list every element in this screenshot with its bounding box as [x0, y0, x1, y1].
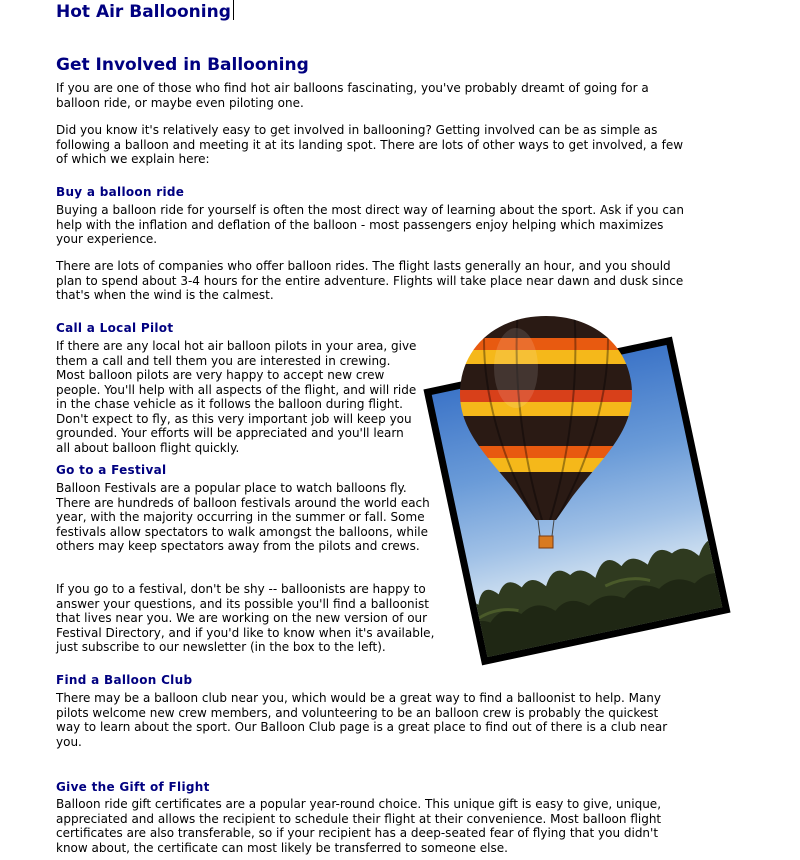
section-heading-gift: Give the Gift of Flight — [56, 780, 210, 794]
buy-ride-paragraph-2: There are lots of companies who offer balloon rides. The flight lasts generally an hour, and you should plan to spend about 3-4 hours for the entire adventure. Flights will take place near dawn and dusk since that's when the wind is the calmest. — [56, 259, 684, 302]
festival-paragraph-1: Balloon Festivals are a popular place to watch balloons fly. There are hundreds of balloon festivals around the world each year, with the majority occurring in the summer or fall. Some festivals allow spectators to walk amongst the balloons, while others may keep spectators away from the pilots and crews. — [56, 481, 430, 553]
section-heading-local-pilot: Call a Local Pilot — [56, 321, 174, 335]
festival-paragraph-2: If you go to a festival, don't be shy -- balloonists are happy to answer your questions, and its possible you'll find a balloonist that lives near you. We are working on the new version of our Festival Directory, and if you'd like to know when it's available, just subscribe to our newsletter (in the box to the left). — [56, 582, 435, 654]
intro-paragraph-1: If you are one of those who find hot air balloons fascinating, you've probably dreamt of going for a balloon ride, or maybe even piloting one. — [56, 81, 649, 110]
document-title[interactable]: Hot Air Ballooning — [56, 0, 234, 24]
local-pilot-paragraph: If there are any local hot air balloon pilots in your area, give them a call and tell them you are interested in crewing. Most balloon pilots are very happy to accept new crew people. You'll help with all aspects of the flight, and will ride in the chase vehicle as it follows the balloon during flight. Don't expect to fly, as this very important job will keep you grounded. Your efforts will be appreciated and you'll learn all about balloon flight quickly. — [56, 339, 417, 455]
gift-paragraph: Balloon ride gift certificates are a popular year-round choice. This unique gift is easy to give, unique, appreciated and allows the recipient to schedule their flight at their convenience. Most balloon flight certificates are also transferable, so if your recipient has a deep-seated fear of flying that you didn't know about, the certificate can most likely be transferred to someone else. — [56, 797, 662, 855]
section-heading-buy-ride: Buy a balloon ride — [56, 185, 185, 199]
hot-air-balloon-icon — [446, 308, 646, 558]
intro-paragraph-2: Did you know it's relatively easy to get involved in ballooning? Getting involved can be as simple as following a balloon and meeting it at its landing spot. There are lots of other ways to get involved, a few of which we explain here: — [56, 123, 684, 166]
section-heading-festival: Go to a Festival — [56, 463, 167, 477]
balloon-photo — [418, 308, 768, 688]
text-cursor — [233, 0, 234, 20]
buy-ride-paragraph-1: Buying a balloon ride for yourself is often the most direct way of learning about the sport. Ask if you can help with the inflation and deflation of the balloon - most passengers enjoy helping which maximizes your experience. — [56, 203, 684, 246]
page-heading: Get Involved in Ballooning — [56, 55, 309, 75]
balloon-club-paragraph: There may be a balloon club near you, which would be a great way to find a balloonist to help. Many pilots welcome new crew members, and volunteering to be an balloon crew is probably the quickest way to learn about the sport. Our Balloon Club page is a great place to find out of there is a club near you. — [56, 691, 668, 749]
section-heading-balloon-club: Find a Balloon Club — [56, 673, 193, 687]
